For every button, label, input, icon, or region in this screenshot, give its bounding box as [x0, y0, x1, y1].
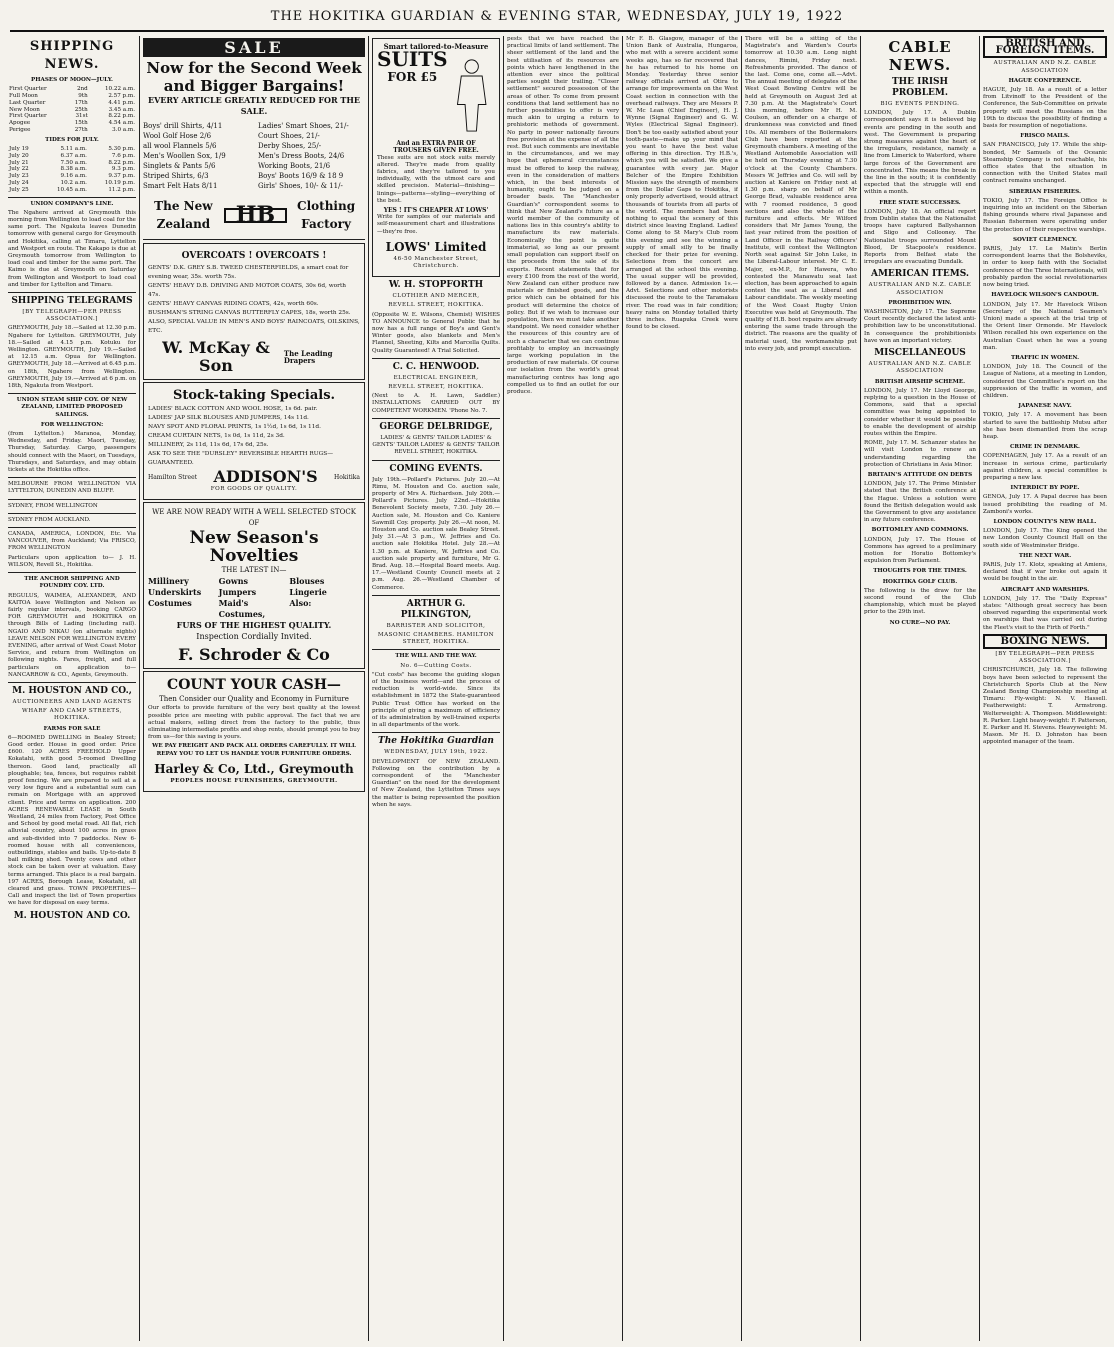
bottomley-text: LONDON, July 17. The House of Commons has agreed to a preliminary motion for Horatio Bottomley's expulsion from Parliament.	[864, 536, 976, 565]
crime-text: COPENHAGEN, July 17. As a result of an increase in serious crime, particularly against children, a special committee is preparing a new law.	[983, 453, 1107, 481]
tides-table	[8, 146, 136, 194]
lows-column	[372, 36, 500, 1341]
addison-name: ADDISON'S	[213, 467, 318, 487]
ads-column	[143, 36, 365, 1341]
overcoats-title: OVERCOATS ! OVERCOATS !	[181, 251, 327, 262]
guardian-title: The Hokitika Guardian	[378, 736, 494, 747]
airship-title: BRITISH AIRSHIP SCHEME.	[874, 378, 966, 385]
lows-yes: YES ! IT'S CHEAPER AT LOWS'	[383, 207, 489, 215]
irish-text: LONDON, July 17. A Dublin correspondent says it is believed big events are pending in the south and west. The Government is preparing strong measures against the heart of the irregulars, resistance, namely a line from Limerick to Waterford, where large forces of the Government are concentrated. This means the break in the line in the south; it is confidently expected that the struggle will end within a month.	[864, 110, 976, 196]
hb-left: The New Zealand	[154, 199, 213, 232]
houston-addr: WHARF AND CAMP STREETS, HOKITIKA.	[22, 708, 122, 722]
overcoat-item: GENTS' HEAVY CANVAS RIDING COATS, 42s, worth 60s.	[148, 301, 319, 308]
pilkington-sub: BARRISTER AND SOLICITOR,	[386, 622, 486, 629]
stocktaking-item: NAVY SPOT AND FLORAL PRINTS, 1s 1½d, 1s 6d, 1s 11d.	[148, 424, 321, 431]
telegrams-title: SHIPPING TELEGRAMS	[11, 296, 133, 306]
sale-item: Men's Woollen Sox, 1/9	[143, 152, 226, 161]
irish-sub: BIG EVENTS PENDING.	[880, 101, 960, 107]
british-foreign-title: BRITISH AND FOREIGN ITEMS.	[983, 36, 1107, 58]
henwood-text: (Next to A. H. Lawn, Saddler.) INSTALLATIONS CARRIED OUT BY COMPETENT WORKMEN. 'Phone No. 7.	[372, 393, 500, 414]
sale-item: Singlets & Pants 5/6	[143, 162, 216, 171]
every-article: EVERY ARTICLE GREATLY REDUCED FOR THE SALE.	[147, 95, 361, 117]
development-text: DEVELOPMENT OF NEW ZEALAND. Following on the contribution by a correspondent of the "Manchester Guardian" on the need for the development of New Zealand, the Lyttelton Times says the matter is being represented the position when he says.	[372, 758, 500, 808]
war-title: THE NEXT WAR.	[1018, 552, 1072, 559]
county-title: LONDON COUNTY'S NEW HALL.	[993, 518, 1097, 525]
telegrams-sub: [BY TELEGRAPH—PER PRESS ASSOCIATION.]	[22, 309, 122, 323]
aircraft-title: AIRCRAFT AND WARSHIPS.	[1000, 586, 1090, 593]
moon-table	[8, 86, 136, 134]
frisco-title: FRISCO MAILS.	[1020, 133, 1070, 140]
sydney-route-2: SYDNEY FROM AUCKLAND.	[8, 516, 91, 523]
editorial-column	[507, 36, 619, 1341]
sale-item: Girls' Shoes, 10/- & 11/-	[258, 182, 343, 191]
suited-man-illustration	[448, 50, 495, 140]
mckay-sub: The Leading Drapers	[283, 349, 333, 366]
union-text: The Ngahere arrived at Greymouth this morning from Wellington to load coal for the same port. The Ngakuta leaves Dunedin tomorrow with general cargo for Greymouth and Hokitika, calling at Timaru, Lyttelton and Westport en route. The Kakapo is due at Greymouth tomorrow from Wellington to load coal and timber for the same port. The Kaimo is due at Greymouth on Saturday from Wellington and Westport to load coal and timber for Lyttelton and Timaru.	[8, 209, 136, 288]
airship-text: LONDON, July 17. Mr Lloyd George, replying to a question in the House of Commons, said that a special committee was being appointed to consider whether it would be possible to enable the development of airship routes within the Empire.	[864, 387, 976, 437]
farms-text: 6—ROOMED DWELLING in Bealey Street; Good order. House in good order. Price £600. 120 ACRES FREEHOLD Upper Kokatahi, with good 5-roomed Dwelling thereon. Good land, practically all ploughable; tea, fences, but requires rabbit proof fencing. We are prepared to sell at a very low figure and a substantial sum can remain on Mortgage with an approved client. Price and terms on application. 200 ACRES RENEWABLE LEASE in South Westland, 24 miles from Factory, Post Office and School by good metal road. All flat, rich alluvial country, about 100 acres in grass and sub-divided into 7 paddocks. New 6-roomed house with all conveniences, outbuildings, stables and bails. Up-to-date 8 bail milking shed. Twenty cows and other stock can be taken over at valuation. Easy terms arranged. This place is a real bargain. 197 ACRES, Borough Lease, Kokatahi, all cleared and grass. TOWN PROPERTIES—Call and inspect the list of Town properties we have for disposal on easy terms.	[8, 734, 136, 907]
siberian-title: SIBERIAN FISHERIES.	[1009, 188, 1081, 195]
schroder-ad	[143, 502, 365, 669]
henwood-addr: REVELL STREET, HOKITIKA.	[388, 384, 484, 391]
stopforth-addr: REVELL STREET, HOKITIKA.	[388, 302, 484, 309]
british-foreign-column	[983, 36, 1107, 1341]
tide-row: July 25 10.45 a.m. 11.2 p.m.	[9, 186, 135, 193]
soviet-text: PARIS, July 17. Le Matin's Berlin correspondent learns that the Bolsheviks, in order to keep faith with the Socialist conference of the Three Internationals, will probably pardon the social revolutionaries now being tried.	[983, 246, 1107, 289]
golf-title: HOKITIKA GOLF CLUB.	[882, 578, 958, 585]
novelty-item: Also:	[289, 598, 312, 609]
interdict-text: GENOA, July 17. A Papal decree has been issued prohibiting the reading of M. Zamboni's works.	[983, 494, 1107, 515]
interdict-title: INTERDICT BY POPE.	[1010, 485, 1080, 492]
moon-title: PHASES OF MOON—JULY.	[31, 77, 113, 83]
houston-sub: AUCTIONEERS AND LAND AGENTS	[12, 698, 132, 705]
shipping-column	[8, 36, 136, 1341]
ussco-title: UNION STEAM SHIP COY. OF NEW ZEALAND, LIMITED PROPOSED SAILINGS.	[16, 397, 128, 418]
moon-row: New Moon 25th 3.45 a.m.	[9, 106, 135, 113]
debts-title: BRITAIN'S ATTITUDE ON DEBTS	[867, 471, 973, 478]
sale-item: Men's Dress Boots, 24/6	[258, 152, 345, 161]
wellington-text: (from Lyttelton.) Maranoa, Monday, Wednesday, and Friday. Maori, Tuesday, Thursday, Saturday. Cargo, passengers should connect with the Maori, on Tuesdays, Thursdays, and Saturdays, and may obtain tickets at the Hokitika office.	[8, 431, 136, 474]
addison-right: Hokitika	[334, 473, 360, 481]
melbourne-route: MELBOURNE FROM WELLINGTON VIA LYTTELTON, DUNEDIN AND BLUFF.	[8, 481, 136, 495]
stocktaking-item: LADIES' BLACK COTTON AND WOOL HOSE, 1s 6d. pair.	[148, 406, 318, 413]
stocktaking-ad	[143, 382, 365, 500]
bottomley-title: BOTTOMLEY AND COMMONS.	[871, 527, 969, 534]
sale-item: Ladies' Smart Shoes, 21/-	[258, 122, 349, 131]
sale-item: Striped Shirts, 6/3	[143, 172, 209, 181]
american-title: AMERICAN ITEMS.	[870, 269, 970, 280]
inspection-line: Inspection Cordially Invited.	[196, 632, 312, 642]
no-cure: NO CURE—NO PAY.	[889, 619, 951, 626]
japanese-title: JAPANESE NAVY.	[1018, 403, 1072, 410]
henwood-sub: ELECTRICAL ENGINEER,	[393, 374, 479, 381]
novelty-item: Maid's Costumes,	[218, 598, 266, 620]
shipping-title: SHIPPING NEWS.	[29, 39, 115, 72]
lows-addr: 46-50 Manchester Street, Christchurch.	[393, 255, 479, 270]
debts-text: LONDON, July 17. The Prime Minister stated that the British conference at the Hague. Unless a solution were found the British delegation would ask the Government to give any assistance in any future conference.	[864, 481, 976, 524]
moon-row: Last Quarter 17th 4.41 p.m.	[9, 99, 135, 106]
latest-in: THE LATEST IN—	[221, 566, 287, 575]
pilkington-addr: MASONIC CHAMBERS. HAMILTON STREET, HOKITIKA.	[377, 631, 495, 646]
boxing-sub: [BY TELEGRAPH—PER PRESS ASSOCIATION.]	[995, 651, 1095, 665]
hb-logo: HB	[224, 208, 287, 223]
boxing-title: BOXING NEWS.	[983, 634, 1107, 649]
moon-row: Perigee 27th 3.0 a.m.	[9, 126, 135, 133]
boxing-text: CHRISTCHURCH, July 18. The following boys have been selected to represent the Christchurch Sports Club at the New Zealand Boxing Championship meeting at Timaru: Fly-weight: N. V. Hassell. Featherweight: T. Armstrong. Welterweight: A. Thompson. Middleweight: R. Parker. Light heavy-weight: F. Patterson, E. Parker and H. Stevens. Heavyweight: M. Mason. Mr H. D. Johnston has been appointed manager of the team.	[983, 667, 1107, 746]
novelty-item: Jumpers	[218, 587, 257, 598]
will-title: THE WILL AND THE WAY.	[395, 653, 477, 660]
traffic-title: TRAFFIC IN WOMEN.	[1010, 354, 1080, 361]
guardian-date: WEDNESDAY, JULY 19th, 1922.	[384, 749, 488, 756]
count-title: COUNT YOUR CASH—	[167, 677, 341, 694]
siberian-text: TOKIO, July 17. The Foreign Office is inquiring into an incident on the Siberian fishing grounds where rival Japanese and Russian fishermen were operating under the protection of their respective warships.	[983, 197, 1107, 233]
hague-title: HAGUE CONFERENCE.	[1008, 77, 1082, 84]
irish-title: THE IRISH PROBLEM.	[891, 77, 949, 98]
lows-suits: SUITS	[377, 47, 448, 72]
harley-ad	[143, 671, 365, 792]
misc-title: MISCELLANEOUS	[874, 348, 966, 359]
novelty-item: Gowns	[218, 576, 249, 587]
sale-banner: SALE	[143, 38, 365, 57]
japanese-text: TOKIO, July 17. A movement has been started to save the battleship Mutsu after she has been dismantled from the scrap heap.	[983, 412, 1107, 440]
tide-row: July 19 5.11 a.m. 5.30 p.m.	[9, 145, 135, 152]
cable-news-title: CABLE NEWS.	[888, 38, 952, 74]
canada-route: CANADA, AMERICA, LONDON, Etc. Via VANCOUVER, from Auckland; Via FRISCO, FROM WELLINGTON	[8, 531, 136, 552]
harley-sub: PEOPLES HOUSE FURNISHERS, GREYMOUTH.	[170, 777, 338, 784]
lows-smart: Smart tailored-to-Measure	[383, 42, 489, 51]
tide-row: July 24 10.2 a.m. 10.19 p.m.	[9, 179, 135, 186]
sale-items	[143, 121, 365, 191]
sale-item: Wool Golf Hose 2/6	[143, 132, 212, 141]
war-text: PARIS, July 17. Klotz, speaking at Amiens, declared that if war broke out again it would be fought in the air.	[983, 562, 1107, 583]
stopforth-text: (Opposite W. E. Wilsons, Chemist) WISHES TO ANNOUNCE to General Public that he now has a full range of Boy's and Gent's Winter goods, also blankets and Men's Flannel, Sheeting, Kilts and Marcella Quilts. Quality Guaranteed! A Trial Solicited.	[372, 311, 500, 354]
wellington-title: FOR WELLINGTON:	[40, 421, 104, 428]
golf-text: The following is the draw for the second round of the Club championship, which must be played prior to the 29th inst.	[864, 587, 976, 616]
tide-row: July 20 6.37 a.m. 7.6 p.m.	[9, 152, 135, 159]
moon-row: Apogee 15th 4.54 a.m.	[9, 120, 135, 127]
pilkington-title: ARTHUR G. PILKINGTON,	[400, 598, 472, 620]
tide-row: July 22 8.38 a.m. 9.3 p.m.	[9, 166, 135, 173]
novelty-item: Millinery	[148, 576, 189, 587]
novelty-item: Blouses	[289, 576, 325, 587]
novelty-item: Lingerie	[289, 587, 327, 598]
american-sub: AUSTRALIAN AND N.Z. CABLE ASSOCIATION	[868, 282, 972, 296]
lows-name: LOWS' Limited	[385, 239, 487, 254]
shipping-agent: Particulars upon application to— J. H. WILSON, Revell St., Hokitika.	[8, 554, 136, 568]
coming-events-title: COMING EVENTS.	[389, 463, 483, 474]
lows-extra: And an EXTRA PAIR OF TROUSERS GIVEN FREE.	[393, 140, 479, 155]
henwood-title: C. C. HENWOOD.	[392, 361, 480, 372]
lows-ad	[372, 38, 500, 277]
union-title: UNION COMPANY'S LINE.	[30, 200, 114, 207]
furs-line: FURS OF THE HIGHEST QUALITY.	[176, 620, 332, 631]
havelock-text: LONDON, July 17. Mr Havelock Wilson (Secretary of the National Seamen's Union) made a speech at the trial trip of the Orient liner Ormonde. Mr Havelock Wilson recalled his own experience on the Australian Coast when he was a young man.	[983, 301, 1107, 351]
ready-title: WE ARE NOW READY WITH A WELL SELECTED STOCK OF	[152, 508, 356, 528]
novelties-heading: New Season's Novelties	[189, 528, 319, 567]
count-sub: Then Consider our Quality and Economy in Furniture	[159, 695, 349, 704]
stopforth-title: W. H. STOPFORTH	[388, 280, 484, 291]
masthead: THE HOKITIKA GUARDIAN & EVENING STAR, WEDNESDAY, JULY 19, 1922	[10, 4, 1104, 32]
hb-ad	[143, 197, 365, 233]
cable-news-column	[864, 36, 976, 1341]
freestate-title: FREE STATE SUCCESSES.	[879, 199, 961, 206]
mckay-name: W. McKay & Son	[162, 338, 270, 376]
will-sub: No. 6—Cutting Costs.	[400, 662, 472, 669]
sale-item: Derby Shoes, 25/-	[258, 142, 322, 151]
lows-price: FOR £5	[387, 70, 438, 85]
moon-row: Full Moon 9th 2.57 p.m.	[9, 93, 135, 99]
overcoat-item: ALSO, SPECIAL VALUE IN MEN'S AND BOYS' RAINCOATS, OILSKINS, ETC.	[148, 319, 360, 335]
british-foreign-sub: AUSTRALIAN AND N.Z. CABLE ASSOCIATION	[993, 60, 1097, 74]
novelty-item: Costumes	[148, 598, 192, 609]
count-text: Our efforts to provide furniture of the very best quality at the lowest possible price are meeting with public approval. The fact that we are actual makers, selling direct from the factory to the public, thus eliminating intermediate profits and shop rents, should prompt you to buy from us—for this saving is yours.	[148, 705, 360, 741]
thoughts-title: THOUGHTS FOR THE TIMES.	[873, 568, 967, 575]
hague-text: HAGUE, July 18. As a result of a letter from Litvinoff to the President of the Conference, the Sub-Committee on private property will meet the Russians on the 19th to discuss the possibility of finding a basis for resumption of negotiations.	[983, 87, 1107, 130]
county-text: LONDON, July 17. The King opened the new London County Council Hall on the south side of Westminster Bridge.	[983, 528, 1107, 549]
tide-row: July 21 7.50 a.m. 8.22 p.m.	[9, 159, 135, 166]
farms-title: FARMS FOR SALE	[43, 725, 101, 732]
overcoat-item: GENTS' HEAVY D.B. DRIVING AND MOTOR COATS, 30s 6d, worth 47s.	[148, 283, 347, 299]
schroder-name: F. Schroder & Co	[178, 645, 330, 665]
local-news-column	[626, 36, 738, 1341]
lows-text: These suits are not stock suits merely altered. They're made from quality fabrics, and they're tailored to you individually, with the utmost care and skilled precision. Material—finishing—linings—patterns—styling—everything of the best.	[377, 154, 495, 204]
sale-item: Court Shoes, 21/-	[258, 132, 320, 141]
local-news-column-2	[745, 36, 857, 1341]
sale-item: Smart Felt Hats 8/11	[143, 182, 218, 191]
sale-item: Working Boots, 21/6	[258, 162, 331, 171]
rome-text: ROME, July 17. M. Schanzer states he will visit London to renew an understanding regarding the protection of Christians in Asia Minor.	[864, 440, 976, 468]
editorial-text: pests that we have reached the practical limits of land settlement. The sheer settlement of the land and the best utilisation of its resources are points which have lengthened in the attention ever since the political parties sought their trailing. "Closer settlement" secured possession of the areas of other. To come from present conditions that land settlement has no further possibilities to offer is very much akin to urging a return to prehistoric methods of government. No party in power nationally favours free provision at the expense of all the rest. But such comments are inevitable in the circumstances, and we may hope that ephemeral circumstances must be offered to keep the railway, even in the consideration of matters which, in the best interests of humanity, ought to be judged on a broader basis. The "Manchester Guardian's" correspondent seems to think that New Zealand's future as a world member of the community of nations lies in this country's ability to manufacture its raw materials. Economically the point is quite immaterial, so long as our present small population can support itself on the proceeds from the sale of its exports. Recent statements that for every £100 from the rest of the world, New Zealand can either produce raw materials or finished goods, and the price which can be obtained for his product will determine the choice of policy. But if we wish to increase our population, then we must take another standpoint. We need consider whether the resources of this country are of such a character that we can continue profitably to employ an increasingly large working population in the production of raw materials. Of course our isolation from the world's great manufacturing centres has long ago compelled us to find an outlet for our produce.	[507, 36, 619, 395]
pay-freight: WE PAY FREIGHT AND PACK ALL ORDERS CAREFULLY. IT WILL REPAY YOU TO LET US HANDLE YOUR FURNITURE ORDERS.	[152, 743, 356, 757]
sale-item: Boys' drill Shirts, 4/11	[143, 122, 223, 131]
prohibition-text: WASHINGTON, July 17. The Supreme Court recently declared the latest anti-prohibition law to be unconstitutional. In consequence the prohibitionists have won an important victory.	[864, 309, 976, 344]
stocktaking-item: ASK TO SEE THE "DURSLEY" REVERSIBLE HEARTH RUGS—GUARANTEED.	[148, 451, 333, 467]
aircraft-text: LONDON, July 17. The "Daily Express" states: "Although great secrecy has been observed regarding the experimental work on warships that was carried out during the Fleet's visit to the Firth of Forth."	[983, 595, 1107, 631]
sydney-route-1: SYDNEY, FROM WELLINGTON	[8, 502, 98, 509]
soviet-title: SOVIET CLEMENCY.	[1012, 236, 1078, 243]
sale-item: Boys' Boots 16/9 & 18 9	[258, 172, 344, 181]
moon-row: First Quarter 31st 8.22 p.m.	[9, 113, 135, 120]
will-text: "Cut costs" has become the guiding slogan of the business world—and the process of reduction is world-wide. Since its establishment in 1872 the State-guaranteed Public Trust Office has worked on the principle of giving a maximum of efficiency of its administration by well-trained experts in all departments of the work.	[372, 671, 500, 729]
houston-footer: M. HOUSTON AND CO.	[13, 910, 131, 921]
lows-write: Write for samples of our materials and self-measurement chart and illustrations—they're free.	[377, 214, 495, 235]
misc-sub: AUSTRALIAN AND N.Z. CABLE ASSOCIATION	[868, 361, 972, 375]
anchor-title: THE ANCHOR SHIPPING AND FOUNDRY COY. LTD.	[24, 576, 120, 590]
overcoats-ad	[143, 243, 365, 380]
moon-row: First Quarter 2nd 10.22 a.m.	[9, 86, 135, 93]
hb-right: Clothing Factory	[297, 199, 356, 232]
freestate-text: LONDON, July 18. An official report from Dublin states that the Nationalist troops have captured Ballyshannon and Sligo and Collooney. The Nationalist troops surrounded Mount Blood, Dr Stacpoole's residence. Reports from Belfast state the irregulars are evacuating Dundalk.	[864, 208, 976, 266]
novelty-item: Underskirts	[148, 587, 202, 598]
stocktaking-title: Stock-taking Specials.	[172, 388, 336, 404]
havelock-title: HAVELOCK WILSON'S CANDOUR.	[991, 292, 1099, 299]
prohibition-title: PROHIBITION WIN.	[888, 299, 952, 306]
stocktaking-item: MILLINERY, 2s 11d, 11s 6d, 17s 6d, 25s.	[148, 442, 269, 449]
local-news-text: Mr F. B. Glasgow, manager of the Union Bank of Australia, Hungaroa, who met with a severe accident some weeks ago, has so far recovered that he has returned to his home on Monday. Yesterday three senior railway officials arrived at Otira to arrange for improvements on the West Coast section in connection with the overhead railways. They are Messrs P. W. Mc Lean (Chief Engineer), H. J. Wynne (Signal Engineer) and G. W. Wyles (Electrical Signal Engineer). Don't be too easily satisfied about your tooth-paste—make up your mind that you want to have the best value offering in this direction. Try H.B.'s, which you will be satisfied. We give a guarantee with every jar. Major Belcher of the Empire Exhibition Mission says the strength of members from the Dollar Gaps to Hokitika, if only properly advertised, would attract thousands of tourists from all parts of the world. The members had been nothing to equal the scenery of this district since leaving England. Ladies! Come along to St Mary's Club room this evening and see the winning a supply of small silly to be finally checked for their prize for evening. Selections from the concert are arranged at the school this evening. The usual supper will be provided, followed by a dance. Admission 1s.—Advt. Selections and other motorists discussed the route to the Taramakau river. The road was in fair condition; heavy rains on Monday totalled thirty three inches. Ruapuka Creek were found to be closed.	[626, 36, 738, 331]
overcoat-item: GENTS' D.K. GREY S.B. TWEED CHESTERFIELDS, a smart coat for evening wear, 35s. worth 75s.	[148, 265, 349, 281]
stocktaking-item: LADIES' JAP SILK BLOUSES AND JUMPERS, 14s 11d.	[148, 415, 309, 422]
frisco-text: SAN FRANCISCO, July 17. While the ship-bonded, Mr Samuels of the Oceanic Steamship Company is not reachable, his office states that the situation in connection with the United States mail contract remains unchanged.	[983, 142, 1107, 185]
traffic-text: LONDON, July 18. The Council of the League of Nations, at a meeting in London, considered the Committee's report on the suppression of the traffic in women, and children.	[983, 364, 1107, 399]
stopforth-sub: CLOTHIER AND MERCER,	[392, 293, 480, 300]
coming-events-text: July 19th.—Pollard's Pictures. July 20.—At Rimu, M. Houston and Co. auction sale, property of Mrs A. Richardson. July 20th.—Pollard's Pictures. July 22nd.—Hokitika Benevolent Society meets, 7.30. July 26.—Auction sale, M. Houston and Co. Kaniere Sawmill Coy. property. July 26.—At noon, M. Houston and Co. auction sale Bealey Street. July 31.—At 3 p.m., W. Jeffries and Co. auction sale Hokitika Hotel. July 28.—At 1.30 p.m. at Kaniere, W. Jeffries and Co. auction sale property and furniture, Mr G. Brad. Aug. 18.—Hospital Board meets. Aug. 17.—Westland County Council meets at 2 p.m. Aug. 26.—Westland Chamber of Commerce.	[372, 476, 500, 591]
tide-row: July 23 9.16 a.m. 9.37 p.m.	[9, 173, 135, 180]
crime-title: CRIME IN DENMARK.	[1009, 444, 1080, 451]
tides-title: TIDES FOR JULY.	[45, 136, 99, 143]
second-week-heading: Now for the Second Week and Bigger Bargains!	[146, 59, 362, 96]
telegrams-text: GREYMOUTH, July 18.—Sailed at 12.30 p.m. Ngahere for Lyttelton. GREYMOUTH, July 18.—Sailed at 4.15 p.m. Kotuku for Wellington. GREYMOUTH, July 19.—Sailed at 12.15 a.m. Opua for Wellington. GREYMOUTH, July 18.—Arrived at 6.45 p.m. on 18th, Ngahere from Wellington. GREYMOUTH, July 19.—Arrived at 6 p.m. on 18th, Ngakuta from Westport.	[8, 325, 136, 390]
overcoat-item: BUSHMAN'S STRING CANVAS BUTTERFLY CAPES, 18s, worth 25s.	[148, 310, 351, 317]
stocktaking-item: CREAM CURTAIN NETS, 1s 0d, 1s 11d, 2s 3d.	[148, 433, 285, 440]
houston-title: M. HOUSTON AND CO.,	[12, 685, 132, 696]
addison-left: Hamilton Street	[148, 473, 198, 481]
delbridge-text: LADIES' & GENTS' TAILOR LADIES' & GENTS' TAILOR LADIES' & GENTS' TAILOR REVELL STREET, HOKITIKA.	[372, 434, 500, 456]
delbridge-title: GEORGE DELBRIDGE,	[379, 421, 493, 432]
sale-item: all wool Flannels 5/6	[143, 142, 217, 151]
addison-sub: FOR GOODS OF QUALITY.	[210, 486, 298, 493]
local-news-text-2: There will be a sitting of the Magistrate's and Warden's Courts tomorrow at 10.30 a.m. Long night dances, Rimini, Friday next. Refreshments provided. The dance of the last. Come one, come all.—Advt. The annual meeting of delegates of the West Coast Bowling Centre will be held at Greymouth on August 3rd at 7.30 p.m. At the Magistrate's Court this morning, before Mr H. M. Coulson, an offender on a charge of drunkenness was convicted and fined 10s. All members of the Boilermakers Club have been reported at the Greymouth chambers. A meeting of the Westland Automobile Association will be held on Thursday evening at 7.30 o'clock at the County Chambers. Messrs W. Jeffries and Co. will sell by auction at Kaniere on Friday next at 1.30 p.m. sharp on behalf of Mr George Brad, valuable residence area with 7 roomed residence, 5 good sections and also the whole of the furniture and effects. Mr Wilford considers that Mr James Young, the last year retired from the position of Land Officer in the Railway Officers' Institute, will contest the Wellington North seat against Sir John Luke, in the Liberal-Labour interest. Mr C. E. Major, ex-M.P., for Hawera, who contested the Manawatu seat last election, has been approached to again contest the seat as a Liberal and Labour candidate. The weekly meeting of the West Coast Rugby Union Executive was held at Greymouth. The quality of H.B. boot repairs are already entering the same trade through the district. The reasons are the quality of material used, the workmanship put into every job, and prompt execution.	[745, 36, 857, 352]
anchor-text: REGULUS, WAIMEA, ALEXANDER, AND KAITOA leave Wellington and Nelson as fairly regular intervals, booking CARGO FOR GREYMOUTH and HOKITIKA on through Bills of Lading (including rail). NGAIO AND NIKAU (on alternate nights) LEAVE NELSON FOR WELLINGTON EVERY EVENING, after arrival of West Coast Motor Service, and return from Wellington on following nights. Fares, freight, and full particulars on application to— NANCARROW & CO., Agents, Greymouth.	[8, 592, 136, 678]
harley-name: Harley & Co, Ltd., Greymouth	[154, 761, 354, 776]
